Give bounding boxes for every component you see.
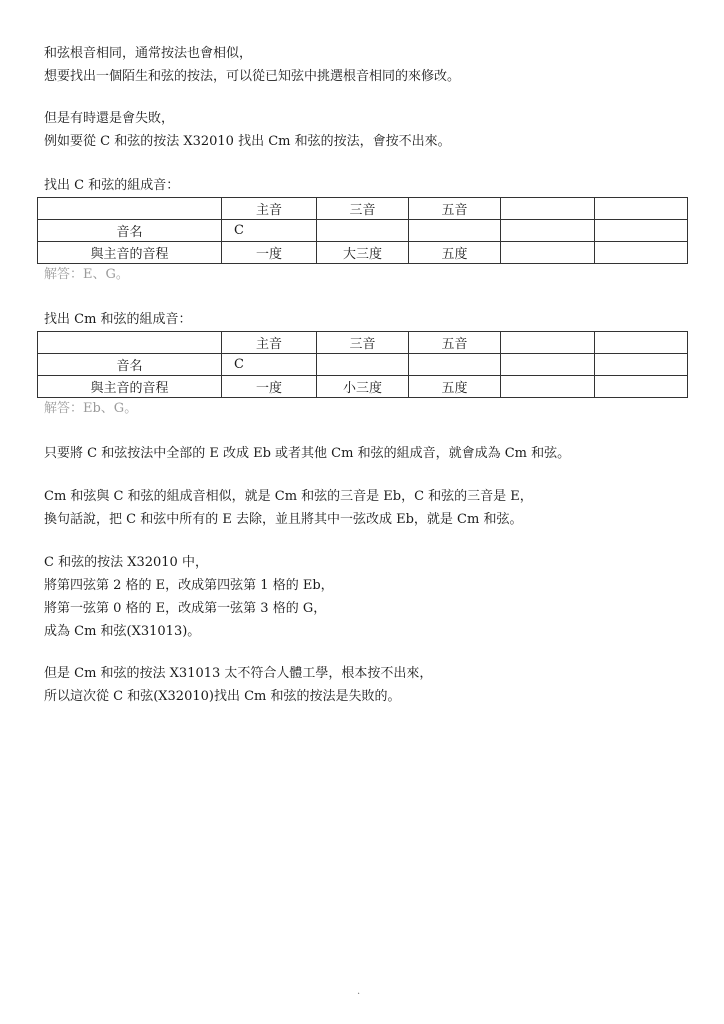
steps-line-2: 將第四弦第 2 格的 E，改成第四弦第 1 格的 Eb， xyxy=(44,578,334,593)
table-cell: C xyxy=(222,354,317,376)
table-cell: 五音 xyxy=(409,332,501,354)
table-row xyxy=(38,354,688,376)
final-line-2: 所以這次從 C 和弦(X32010)找出 Cm 和弦的按法是失敗的。 xyxy=(44,689,401,704)
c-chord-heading: 找出 C 和弦的組成音： xyxy=(44,178,180,193)
table-header-row xyxy=(38,198,688,220)
table-cell xyxy=(595,198,688,220)
table-cell xyxy=(317,354,409,376)
table-cell xyxy=(595,332,688,354)
cm-chord-table xyxy=(37,331,688,398)
table-cell: C xyxy=(222,220,317,242)
table-row xyxy=(38,242,688,264)
comparison-line-1: Cm 和弦與 C 和弦的組成音相似，就是 Cm 和弦的三音是 Eb，C 和弦的三音是 E， xyxy=(44,489,533,504)
table-cell xyxy=(501,198,595,220)
table-row xyxy=(38,376,688,398)
intro-line-1: 和弦根音相同，通常按法也會相似， xyxy=(44,46,253,61)
table-cell xyxy=(501,354,595,376)
intro-line-2: 想要找出一個陌生和弦的按法，可以從已知弦中挑選根音相同的來修改。 xyxy=(44,69,461,84)
table-cell xyxy=(38,332,222,354)
table-cell: 小三度 xyxy=(317,376,409,398)
table-cell: 大三度 xyxy=(317,242,409,264)
table-cell: 一度 xyxy=(222,242,317,264)
table-header-row xyxy=(38,332,688,354)
table-cell xyxy=(409,220,501,242)
table-cell xyxy=(501,376,595,398)
cm-chord-heading: 找出 Cm 和弦的組成音： xyxy=(44,312,192,327)
cm-chord-answer: 解答：Eb、G。 xyxy=(44,401,138,416)
comparison-line-2: 換句話說，把 C 和弦中所有的 E 去除，並且將其中一弦改成 Eb，就是 Cm 和弦。 xyxy=(44,512,523,527)
failure-line-1: 但是有時還是會失敗， xyxy=(44,111,175,126)
table-cell: 主音 xyxy=(222,332,317,354)
table-cell xyxy=(595,376,688,398)
table-cell xyxy=(595,354,688,376)
table-cell xyxy=(501,332,595,354)
table-cell xyxy=(501,242,595,264)
table-cell: 五度 xyxy=(409,376,501,398)
table-cell xyxy=(38,198,222,220)
table-cell xyxy=(317,220,409,242)
table-cell: 音名 xyxy=(38,354,222,376)
steps-line-4: 成為 Cm 和弦(X31013)。 xyxy=(44,624,201,639)
table-cell: 三音 xyxy=(317,198,409,220)
table-cell: 與主音的音程 xyxy=(38,376,222,398)
table-cell: 音名 xyxy=(38,220,222,242)
table-cell: 與主音的音程 xyxy=(38,242,222,264)
table-cell: 五音 xyxy=(409,198,501,220)
table-cell: 一度 xyxy=(222,376,317,398)
table-cell xyxy=(595,242,688,264)
table-cell: 三音 xyxy=(317,332,409,354)
final-line-1: 但是 Cm 和弦的按法 X31013 太不符合人體工學，根本按不出來， xyxy=(44,666,433,681)
steps-line-1: C 和弦的按法 X32010 中， xyxy=(44,555,208,570)
table-row xyxy=(38,220,688,242)
table-cell xyxy=(595,220,688,242)
page-footer-mark: . xyxy=(357,986,361,997)
table-cell xyxy=(409,354,501,376)
conclusion-line-1: 只要將 C 和弦按法中全部的 E 改成 Eb 或者其他 Cm 和弦的組成音，就會成為 Cm 和弦。 xyxy=(44,446,571,461)
table-cell: 五度 xyxy=(409,242,501,264)
steps-line-3: 將第一弦第 0 格的 E，改成第一弦第 3 格的 G， xyxy=(44,601,327,616)
table-cell xyxy=(501,220,595,242)
c-chord-answer: 解答：E、G。 xyxy=(44,267,129,282)
table-cell: 主音 xyxy=(222,198,317,220)
failure-line-2: 例如要從 C 和弦的按法 X32010 找出 Cm 和弦的按法，會按不出來。 xyxy=(44,134,451,149)
c-chord-table xyxy=(37,197,688,264)
